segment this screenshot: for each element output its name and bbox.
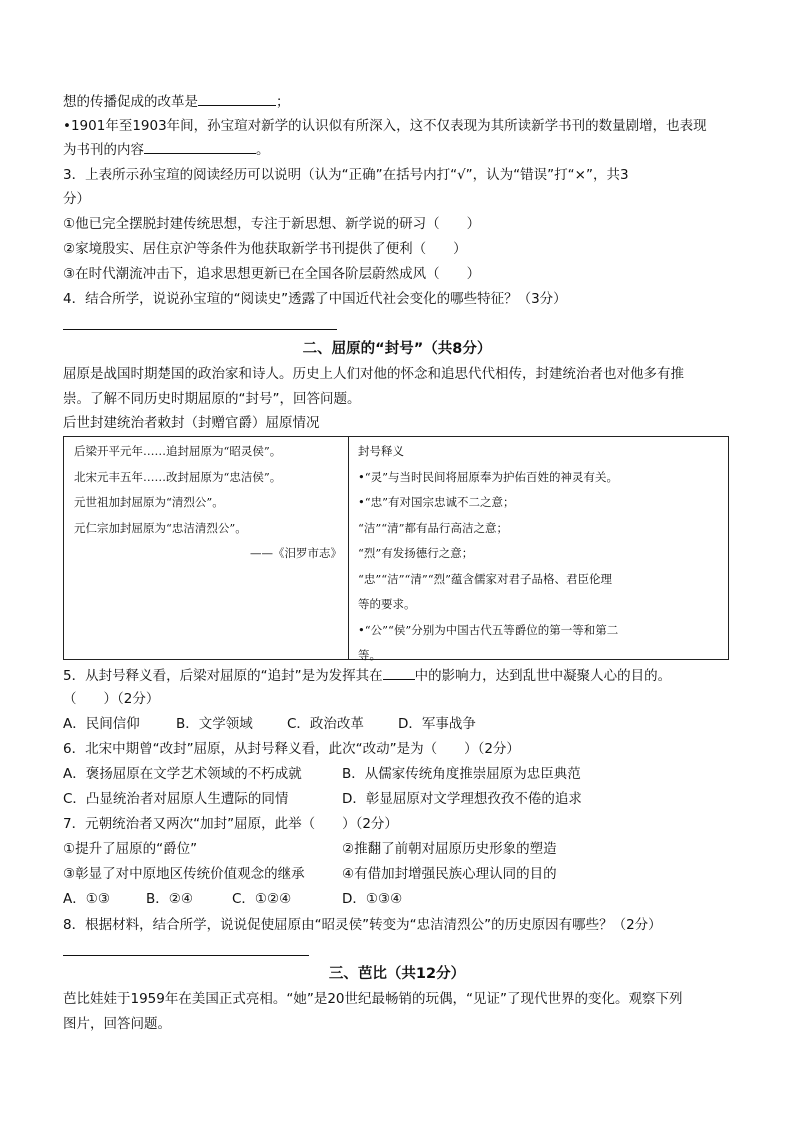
- q2-line-b: •1901年至1903年间，孙宝瑄对新学的认识似有所深入，这不仅表现为其所读新学书刊的数量剧增，也表现: [63, 118, 707, 134]
- q5-option-d[interactable]: D．军事战争: [398, 716, 476, 732]
- q5-option-c[interactable]: C．政治改革: [287, 716, 364, 732]
- answer-blank[interactable]: [144, 139, 256, 154]
- q2-text-c-end: 。: [256, 142, 270, 158]
- q3-item-3: ③在时代潮流冲击下，追求思想更新已在全国各阶层蔚然成风（ ）: [63, 266, 481, 282]
- q7-option-b[interactable]: B．②④: [146, 891, 193, 907]
- table-left-row: 北宋元丰五年……改封屈原为“忠洁侯”。: [74, 469, 282, 484]
- section-divider: [63, 329, 337, 330]
- table-right-cell: [358, 439, 724, 669]
- section-3-intro-2: 图片，回答问题。: [63, 1016, 171, 1032]
- q5-stem: [63, 665, 671, 686]
- section-3-intro-1: 芭比娃娃于1959年在美国正式亮相。“她”是20世纪最畅销的玩偶，“见证”了现代世界的变化。观察下列: [63, 991, 683, 1007]
- q7-stem: 7．元朝统治者又两次“加封”屈原，此举（ ）（2分）: [63, 816, 398, 832]
- q3-item-1: ①他已完全摆脱封建传统思想，专注于新思想、新学说的研习（ ）: [63, 216, 481, 232]
- q8-text: 8．根据材料，结合所学，说说促使屈原由“昭灵侯”转变为“忠洁清烈公”的历史原因有哪些？（2分）: [63, 917, 662, 933]
- q2-text-a: 想的传播促成的改革是: [63, 94, 198, 110]
- q6-option-b[interactable]: B．从儒家传统角度推崇屈原为忠臣典范: [342, 766, 581, 782]
- q7-item-3: ③彰显了对中原地区传统价值观念的继承: [63, 866, 305, 882]
- q7-option-a[interactable]: A．①③: [63, 891, 110, 907]
- table-right-row: 等的要求。: [358, 597, 416, 611]
- q5-score: （ ）（2分）: [63, 691, 160, 707]
- title-table: [63, 436, 729, 660]
- q6-option-a[interactable]: A．褒扬屈原在文学艺术领域的不朽成就: [63, 766, 302, 782]
- table-right-row: 封号释义: [358, 444, 404, 458]
- q5-option-b[interactable]: B．文学领域: [176, 716, 253, 732]
- table-right-row: 等。: [358, 648, 381, 662]
- table-right-row: •“公”“侯”分别为中国古代五等爵位的第一等和第二: [358, 622, 619, 637]
- section-divider: [63, 955, 309, 956]
- q5-option-a[interactable]: A．民间信仰: [63, 716, 140, 732]
- q5-stem-b: 中的影响力，达到乱世中凝聚人心的目的。: [414, 668, 672, 684]
- table-caption: 后世封建统治者敕封（封赠官爵）屈原情况: [63, 415, 320, 431]
- table-right-row: •“忠”有对国宗忠诚不二之意；: [358, 495, 515, 509]
- q3-stem-line-1: 3．上表所示孙宝瑄的阅读经历可以说明（认为“正确”在括号内打“√”，认为“错误”打“×”，共3: [63, 167, 629, 183]
- section-2-intro-2: 崇。了解不同历史时期屈原的“封号”，回答问题。: [63, 391, 361, 407]
- q7-item-4: ④有借加封增强民族心理认同的目的: [342, 866, 557, 882]
- section-2-title: 二、屈原的“封号”（共8分）: [302, 341, 492, 357]
- table-right-row: “烈”有发扬德行之意；: [358, 546, 474, 560]
- q7-option-c[interactable]: C．①②④: [232, 891, 292, 907]
- table-left-row: 后梁开平元年……追封屈原为“昭灵侯”。: [74, 444, 282, 458]
- table-source: ——《汨罗市志》: [250, 546, 342, 560]
- q2-text-c: 为书刊的内容: [63, 142, 144, 158]
- answer-blank[interactable]: [383, 665, 415, 680]
- q2-text-a-end: ；: [276, 94, 290, 110]
- q7-item-1: ①提升了屈原的“爵位”: [63, 841, 198, 857]
- section-2-intro-1: 屈原是战国时期楚国的政治家和诗人。历史上人们对他的怀念和追思代代相传，封建统治者也对他多有推: [63, 366, 684, 382]
- q6-option-c[interactable]: C．凸显统治者对屈原人生遭际的同情: [63, 791, 289, 807]
- table-left-row: 元仁宗加封屈原为“忠洁清烈公”。: [74, 520, 247, 535]
- q6-stem: 6．北宋中期曾“改封”屈原，从封号释义看，此次“改动”是为（ ）（2分）: [63, 741, 520, 757]
- q3-stem-line-2: 分）: [63, 191, 90, 207]
- q3-item-2: ②家境殷实、居住京沪等条件为他获取新学书刊提供了便利（ ）: [63, 241, 467, 257]
- q2-line-a: [63, 91, 290, 112]
- answer-blank[interactable]: [198, 91, 276, 106]
- q7-item-2: ②推翻了前朝对屈原历史形象的塑造: [342, 841, 557, 857]
- table-left-cell: [74, 439, 342, 567]
- q5-stem-a: 5．从封号释义看，后梁对屈原的“追封”是为发挥其在: [63, 668, 383, 684]
- q2-line-c: [63, 139, 270, 160]
- table-right-row: “忠”“洁”“清”“烈”蕴含儒家对君子品格、君臣伦理: [358, 571, 613, 586]
- q7-option-d[interactable]: D．①③④: [342, 891, 403, 907]
- table-divider: [348, 437, 349, 659]
- table-right-row: “洁”“清”都有品行高洁之意；: [358, 520, 509, 535]
- section-3-title: 三、芭比（共12分）: [328, 966, 466, 982]
- table-left-row: 元世祖加封屈原为“清烈公”。: [74, 495, 224, 509]
- q4-text: 4．结合所学，说说孙宝瑄的“阅读史”透露了中国近代社会变化的哪些特征？（3分）: [63, 291, 567, 307]
- table-right-row: •“灵”与当时民间将屈原奉为护佑百姓的神灵有关。: [358, 469, 619, 484]
- q6-option-d[interactable]: D．彰显屈原对文学理想孜孜不倦的追求: [342, 791, 582, 807]
